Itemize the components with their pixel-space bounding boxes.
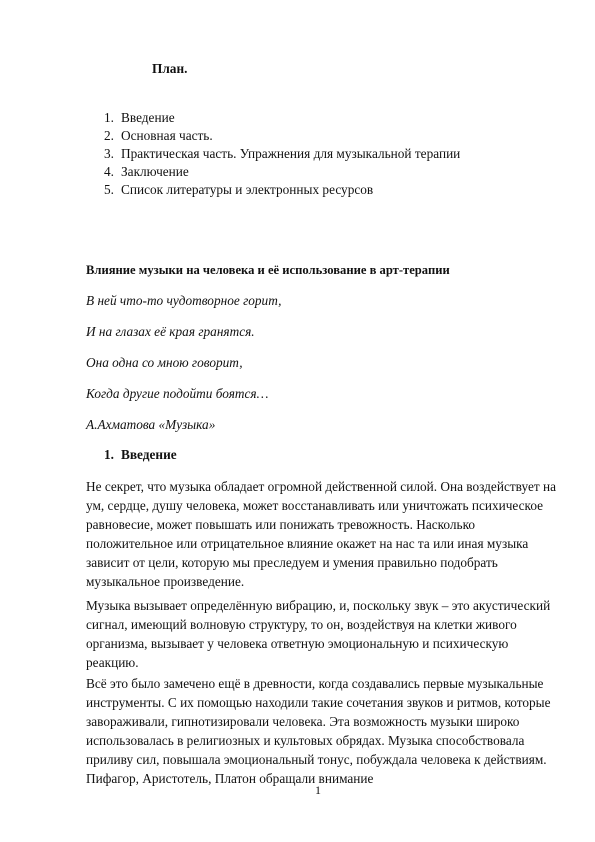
body-paragraph: Музыка вызывает определённую вибрацию, и, поскольку звук – это акустический сигнал, имеющий волновую структуру, то он, воздействуя на клетки живого организма, вызывает у человека ответную эмоциональную и психическую реакцию. bbox=[86, 598, 551, 670]
plan-item-label: Введение bbox=[121, 110, 175, 125]
section-number: 1. bbox=[104, 447, 114, 462]
plan-item-number: 3. bbox=[104, 146, 114, 161]
plan-item-label: Заключение bbox=[121, 164, 189, 179]
plan-title: План. bbox=[152, 61, 188, 76]
section-heading bbox=[104, 446, 177, 463]
plan-item-number: 1. bbox=[104, 110, 114, 125]
epigraph-line: Она одна со мною говорит, bbox=[86, 355, 243, 370]
article-title: Влияние музыки на человека и её использование в арт-терапии bbox=[86, 263, 450, 277]
plan-item-label: Основная часть. bbox=[121, 128, 213, 143]
plan-item bbox=[104, 127, 460, 145]
epigraph-author: А.Ахматова «Музыка» bbox=[86, 417, 216, 432]
section-title: Введение bbox=[121, 447, 177, 462]
plan-list bbox=[104, 109, 460, 199]
page-number: 1 bbox=[315, 783, 321, 797]
plan-item bbox=[104, 181, 460, 199]
epigraph-line: Когда другие подойти боятся… bbox=[86, 386, 269, 401]
plan-item-number: 2. bbox=[104, 128, 114, 143]
epigraph-line: И на глазах её края гранятся. bbox=[86, 324, 255, 339]
plan-item-label: Список литературы и электронных ресурсов bbox=[121, 182, 374, 197]
body-paragraph: Всё это было замечено ещё в древности, когда создавались первые музыкальные инструменты. С их помощью находили такие сочетания звуков и ритмов, которые завораживали, гипнотизировали человека. Эта возможность музыки широко использовалась в религиозных и культовых обрядах. Музыка способствовала приливу сил, повышала эмоциональный тонус, побуждала человека к действиям. Пифагор, Аристотель, Платон обращали внимание bbox=[86, 676, 551, 786]
plan-item-label: Практическая часть. Упражнения для музыкальной терапии bbox=[121, 146, 461, 161]
body-paragraph: Не секрет, что музыка обладает огромной действенной силой. Она воздействует на ум, сердце, душу человека, может восстанавливать или уничтожать психическое равновесие, может повышать или понижать тревожность. Насколько положительное или отрицательное влияние окажет на нас та или иная музыка зависит от цели, которую мы преследуем и умения правильно подобрать музыкальное произведение. bbox=[86, 479, 557, 589]
epigraph-line: В ней что-то чудотворное горит, bbox=[86, 293, 282, 308]
plan-item bbox=[104, 145, 460, 163]
plan-item bbox=[104, 163, 460, 181]
plan-item bbox=[104, 109, 460, 127]
plan-item-number: 5. bbox=[104, 182, 114, 197]
plan-item-number: 4. bbox=[104, 164, 114, 179]
